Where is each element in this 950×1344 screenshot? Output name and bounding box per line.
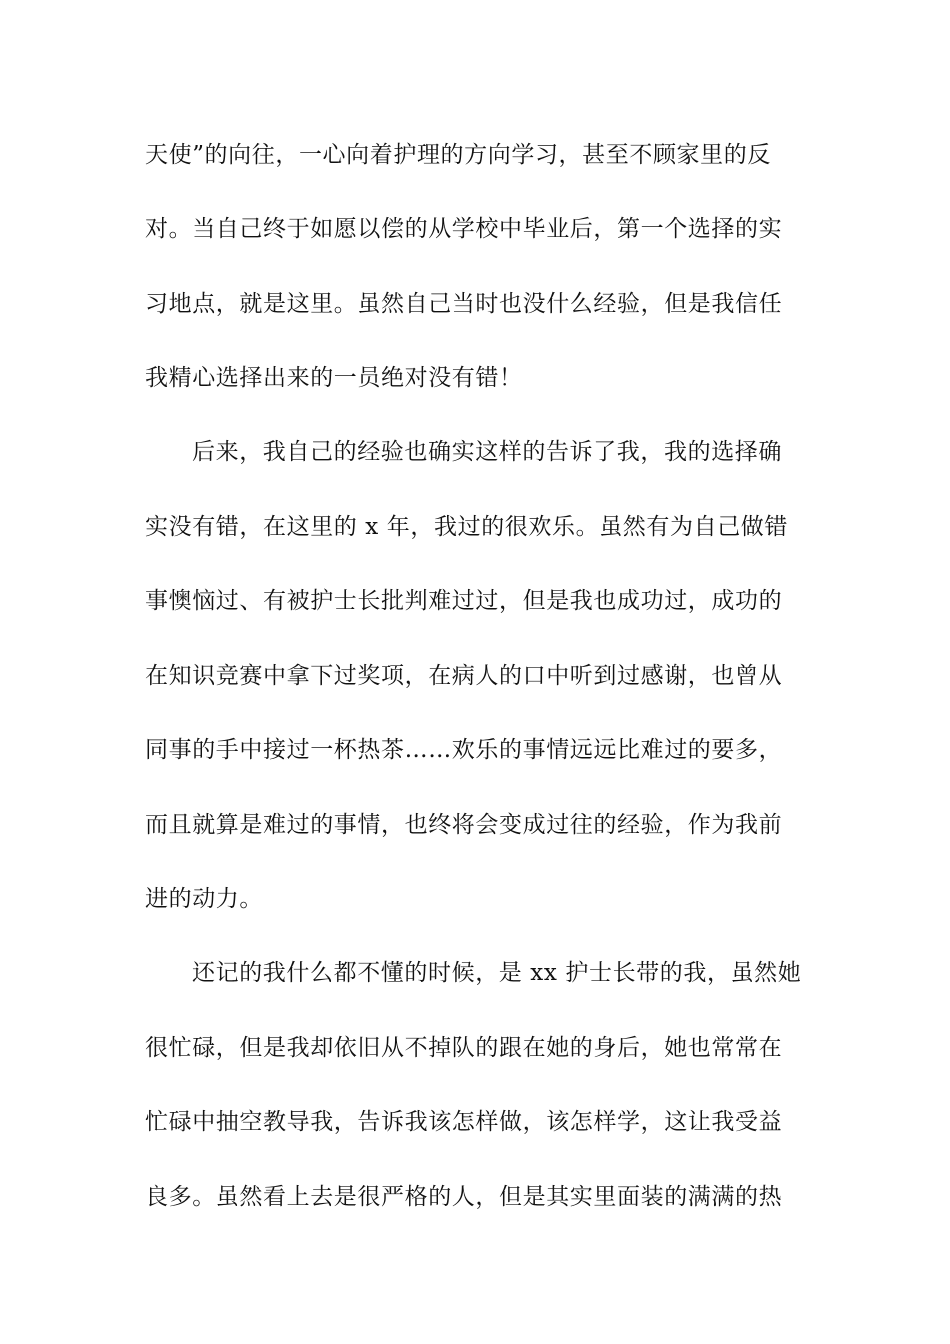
text-line: 在知识竞赛中拿下过奖项，在病人的口中听到过感谢，也曾从 xyxy=(145,663,783,689)
text-line: 事懊恼过、有被护士长批判难过过，但是我也成功过，成功的 xyxy=(145,588,783,614)
text-line: 很忙碌，但是我却依旧从不掉队的跟在她的身后，她也常常在 xyxy=(145,1035,783,1061)
text-line: 对。当自己终于如愿以偿的从学校中毕业后，第一个选择的实 xyxy=(145,216,783,242)
paragraph-start-line: 后来，我自己的经验也确实这样的告诉了我，我的选择确 xyxy=(192,439,782,465)
text-line: 天使”的向往，一心向着护理的方向学习，甚至不顾家里的反 xyxy=(145,142,771,168)
text-line: 同事的手中接过一杯热茶……欢乐的事情远远比难过的要多， xyxy=(145,737,783,763)
text-line: 习地点，就是这里。虽然自己当时也没什么经验，但是我信任 xyxy=(145,291,783,317)
text-line: 良多。虽然看上去是很严格的人，但是其实里面装的满满的热 xyxy=(145,1184,783,1210)
text-line: 我精心选择出来的一员绝对没有错！ xyxy=(145,365,523,391)
text-line: 进的动力。 xyxy=(145,886,263,912)
text-line: 而且就算是难过的事情，也终将会变成过往的经验，作为我前 xyxy=(145,812,783,838)
text-line: 忙碌中抽空教导我，告诉我该怎样做，该怎样学，这让我受益 xyxy=(145,1109,783,1135)
paragraph-start-line: 还记的我什么都不懂的时候，是 xx 护士长带的我，虽然她 xyxy=(192,960,802,986)
text-line: 实没有错，在这里的 x 年，我过的很欢乐。虽然有为自己做错 xyxy=(145,514,788,540)
